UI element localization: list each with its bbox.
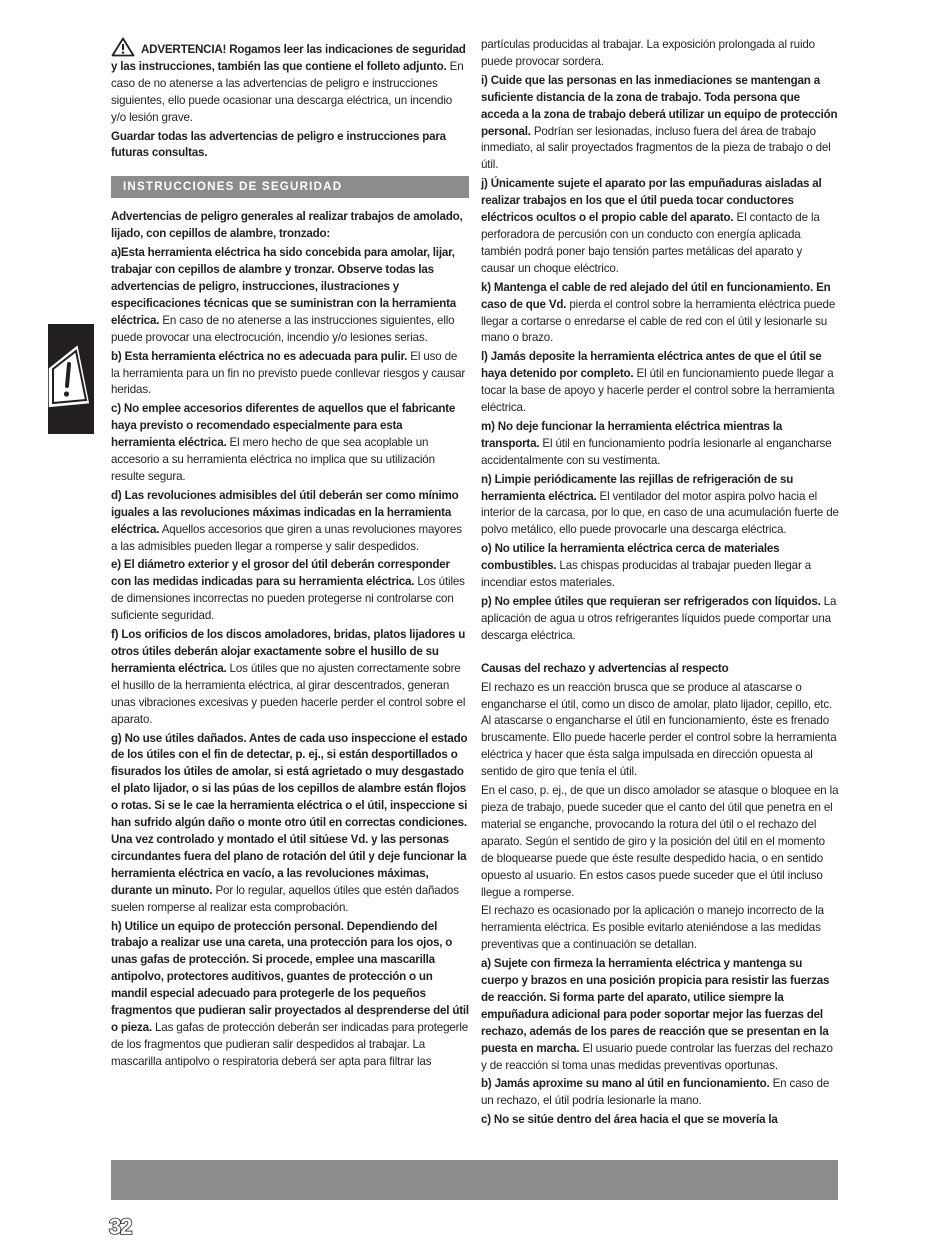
list-item-h: h) Utilice un equipo de protección personal. Dependiendo del trabajo a realizar use una careta, una protección para los ojos, o unas gafas de protección. Si procede, emplee una mascarilla antipolvo, protectores auditivos, guantes de protección o un mandil especial adecuado para protegerle de los pequeños fragmentos que pudieran salir proyectados al desprenderse del útil o pieza. Las gafas de protección deberán ser indicadas para protegerle de los fragmentos que pudieran salir despedidos al trabajar. La mascarilla antipolvo o respiratoria deberá ser apta para filtrar las	[111, 919, 469, 1068]
left-column	[111, 37, 469, 1073]
kickback-paragraph-3: El rechazo es ocasionado por la aplicación o manejo incorrecto de la herramienta eléctrica. Es posible evitarlo ateniéndose a las medidas preventivas que a continuación se detallan.	[481, 904, 824, 952]
section-side-tab	[48, 324, 94, 434]
kickback-paragraph-2: En el caso, p. ej., de que un disco amolador se atasque o bloquee en la pieza de trabajo, puede suceder que el canto del útil que penetra en el material se enganche, provocando la rotura del útil o el rechazo del aparato. Según el sentido de giro y la posición del útil en el momento de bloquearse puede que éste resulte despedido hacia, o en sentido opuesto al usuario. En estos casos puede suceder que el útil incluso llegue a romperse.	[481, 784, 839, 899]
list-item-g: g) No use útiles dañados. Antes de cada uso inspeccione el estado de los útiles con el fin de detectar, p. ej., si están desportillados o fisurados los útiles de amolar, si está agrietado o muy desgastado el plato lijador, o si las púas de los cepillos de alambre están flojos o rotas. Si se le cae la herramienta eléctrica o el útil, inspeccione si han sufrido algún daño o monte otro útil en correctas condiciones. Una vez controlado y montado el útil sitúese Vd. y las personas circundantes fuera del plano de rotación del útil y deje funcionar la herramienta eléctrica en vacío, a las revoluciones máximas, durante un minuto. Por lo regular, aquellos útiles que estén dañados suelen romperse al realizar esta comprobación.	[111, 731, 468, 914]
list-item-p: p) No emplee útiles que requieran ser refrigerados con líquidos. La aplicación de agua u otros refrigerantes líquidos puede comportar una descarga eléctrica.	[481, 595, 837, 642]
intro-heading: Advertencias de peligro generales al realizar trabajos de amolado, lijado, con cepillos de alambre, tronzado:	[111, 210, 463, 241]
list-item-j: j) Únicamente sujete el aparato por las empuñaduras aisladas al realizar trabajos en los que el útil pueda tocar conductores eléctricos ocultos o el propio cable del aparato. El contacto de la perforadora de percusión con un conducto con energía aplicada también podrá poner bajo tensión partes metálicas del aparato y causar un choque eléctrico.	[481, 177, 822, 275]
list-item-i: i) Cuide que las personas en las inmediaciones se mantengan a suficiente distancia de la zona de trabajo. Toda persona que acceda a la zona de trabajo deberá utilizar un equipo de protección personal. Podrían ser lesionadas, incluso fuera del área de trabajo inmediato, al salir proyectados fragmentos de la pieza de trabajo o del útil.	[481, 73, 838, 172]
list-item-m: m) No deje funcionar la herramienta eléctrica mientras la transporta. El útil en funcionamiento podría lesionarle al engancharse accidentalmente con su vestimenta.	[481, 419, 832, 467]
right-column	[481, 37, 839, 1131]
kickback-item-b: b) Jamás aproxime su mano al útil en funcionamiento. En caso de un rechazo, el útil podría lesionarle la mano.	[481, 1077, 830, 1108]
footer-bar	[111, 1160, 838, 1200]
list-item-o: o) No utilice la herramienta eléctrica cerca de materiales combustibles. Las chispas producidas al trabajar pueden llegar a incendiar estos materiales.	[481, 542, 812, 590]
kickback-heading: Causas del rechazo y advertencias al respecto	[481, 661, 729, 675]
kickback-paragraph-1: El rechazo es un reacción brusca que se produce al atascarse o engancharse el útil, como un disco de amolar, plato lijador, cepillo, etc. Al atascarse o engancharse el útil en funcionamiento, éste es frenado bruscamente. Ello puede hacerle perder el control sobre la herramienta eléctrica y hacer que ésta salga impulsada en dirección opuesta al sentido de giro que tenía el útil.	[481, 680, 837, 779]
list-item-k: k) Mantenga el cable de red alejado del útil en funcionamiento. En caso de que Vd. pierda el control sobre la herramienta eléctrica puede llegar a cortarse o enredarse el cable de red con el útil y lesionarle su mano o brazo.	[481, 280, 836, 345]
warning-text: En caso de no atenerse a las advertencias de peligro e instrucciones siguientes, ello puede ocasionar una descarga eléctrica, un incendio y/o lesión grave.	[111, 59, 464, 124]
list-item-a: a)Esta herramienta eléctrica ha sido concebida para amolar, lijar, trabajar con cepillos de alambre y tronzar. Observe todas las advertencias de peligro, instrucciones, ilustraciones y especificaciones técnicas que se suministran con la herramienta eléctrica. En caso de no atenerse a las instrucciones siguientes, ello puede provocar una electrocución, incendio y/o lesiones serias.	[111, 246, 457, 344]
caution-sign-icon	[48, 338, 94, 418]
keep-instructions: Guardar todas las advertencias de peligro e instrucciones para futuras consultas.	[111, 129, 446, 160]
kickback-item-c: c) No se sitúe dentro del área hacia el que se movería la	[481, 1113, 778, 1127]
kickback-item-a: a) Sujete con firmeza la herramienta eléctrica y mantenga su cuerpo y brazos en una posición propicia para resistir las fuerzas de reacción. Si forma parte del aparato, utilice siempre la empuñadura adicional para poder soportar mejor las fuerzas del rechazo, además de los pares de reacción que se presentan en la puesta en marcha. El usuario puede controlar las fuerzas del rechazo y de reacción si toma unas medidas preventivas oportunas.	[481, 957, 833, 1072]
list-item-n: n) Limpie periódicamente las rejillas de refrigeración de su herramienta eléctrica. El ventilador del motor aspira polvo hacia el interior de la carcasa, por lo que, en caso de una acumulación fuerte de polvo metálico, ello puede provocarle una descarga eléctrica.	[481, 472, 839, 537]
list-item-c: c) No emplee accesorios diferentes de aquellos que el fabricante haya previsto o recomendado especialmente para esta herramienta eléctrica. El mero hecho de que sea acoplable un accesorio a su herramienta eléctrica no implica que su utilización resulte segura.	[111, 402, 456, 483]
list-item-l: l) Jamás deposite la herramienta eléctrica antes de que el útil se haya detenido por completo. El útil en funcionamiento puede llegar a tocar la base de apoyo y hacerle perder el control sobre la herramienta eléctrica.	[481, 350, 835, 415]
warning-paragraph	[111, 37, 469, 127]
warning-bold: ADVERTENCIA! Rogamos leer las indicaciones de seguridad y las instrucciones, también las que contiene el folleto adjunto.	[111, 43, 466, 73]
page-number: 32	[109, 1214, 132, 1239]
list-item-f: f) Los orificios de los discos amoladores, bridas, platos lijadores u otros útiles deberán alojar exactamente sobre el husillo de su herramienta eléctrica. Los útiles que no ajusten correctamente sobre el husillo de la herramienta eléctrica, al girar descentrados, generan unas vibraciones excesivas y pueden hacerle perder el control sobre el aparato.	[111, 628, 466, 726]
list-item-e: e) El diámetro exterior y el grosor del útil deberán corresponder con las medidas indicadas para su herramienta eléctrica. Los útiles de dimensiones incorrectas no pueden protegerse ni controlarse con suficiente seguridad.	[111, 558, 465, 623]
section-title-bar: INSTRUCCIONES DE SEGURIDAD	[111, 176, 469, 198]
continued-text: partículas producidas al trabajar. La exposición prolongada al ruido puede provocar sordera.	[481, 38, 815, 68]
warning-triangle-icon	[111, 37, 135, 57]
list-item-b: b) Esta herramienta eléctrica no es adecuada para pulir. El uso de la herramienta para un fin no previsto puede conllevar riesgos y causar heridas.	[111, 349, 466, 397]
list-item-d: d) Las revoluciones admisibles del útil deberán ser como mínimo iguales a las revoluciones máximas indicadas en la herramienta eléctrica. Aquellos accesorios que giren a unas revoluciones mayores a las admisibles pueden llegar a romperse y salir despedidos.	[111, 488, 462, 553]
